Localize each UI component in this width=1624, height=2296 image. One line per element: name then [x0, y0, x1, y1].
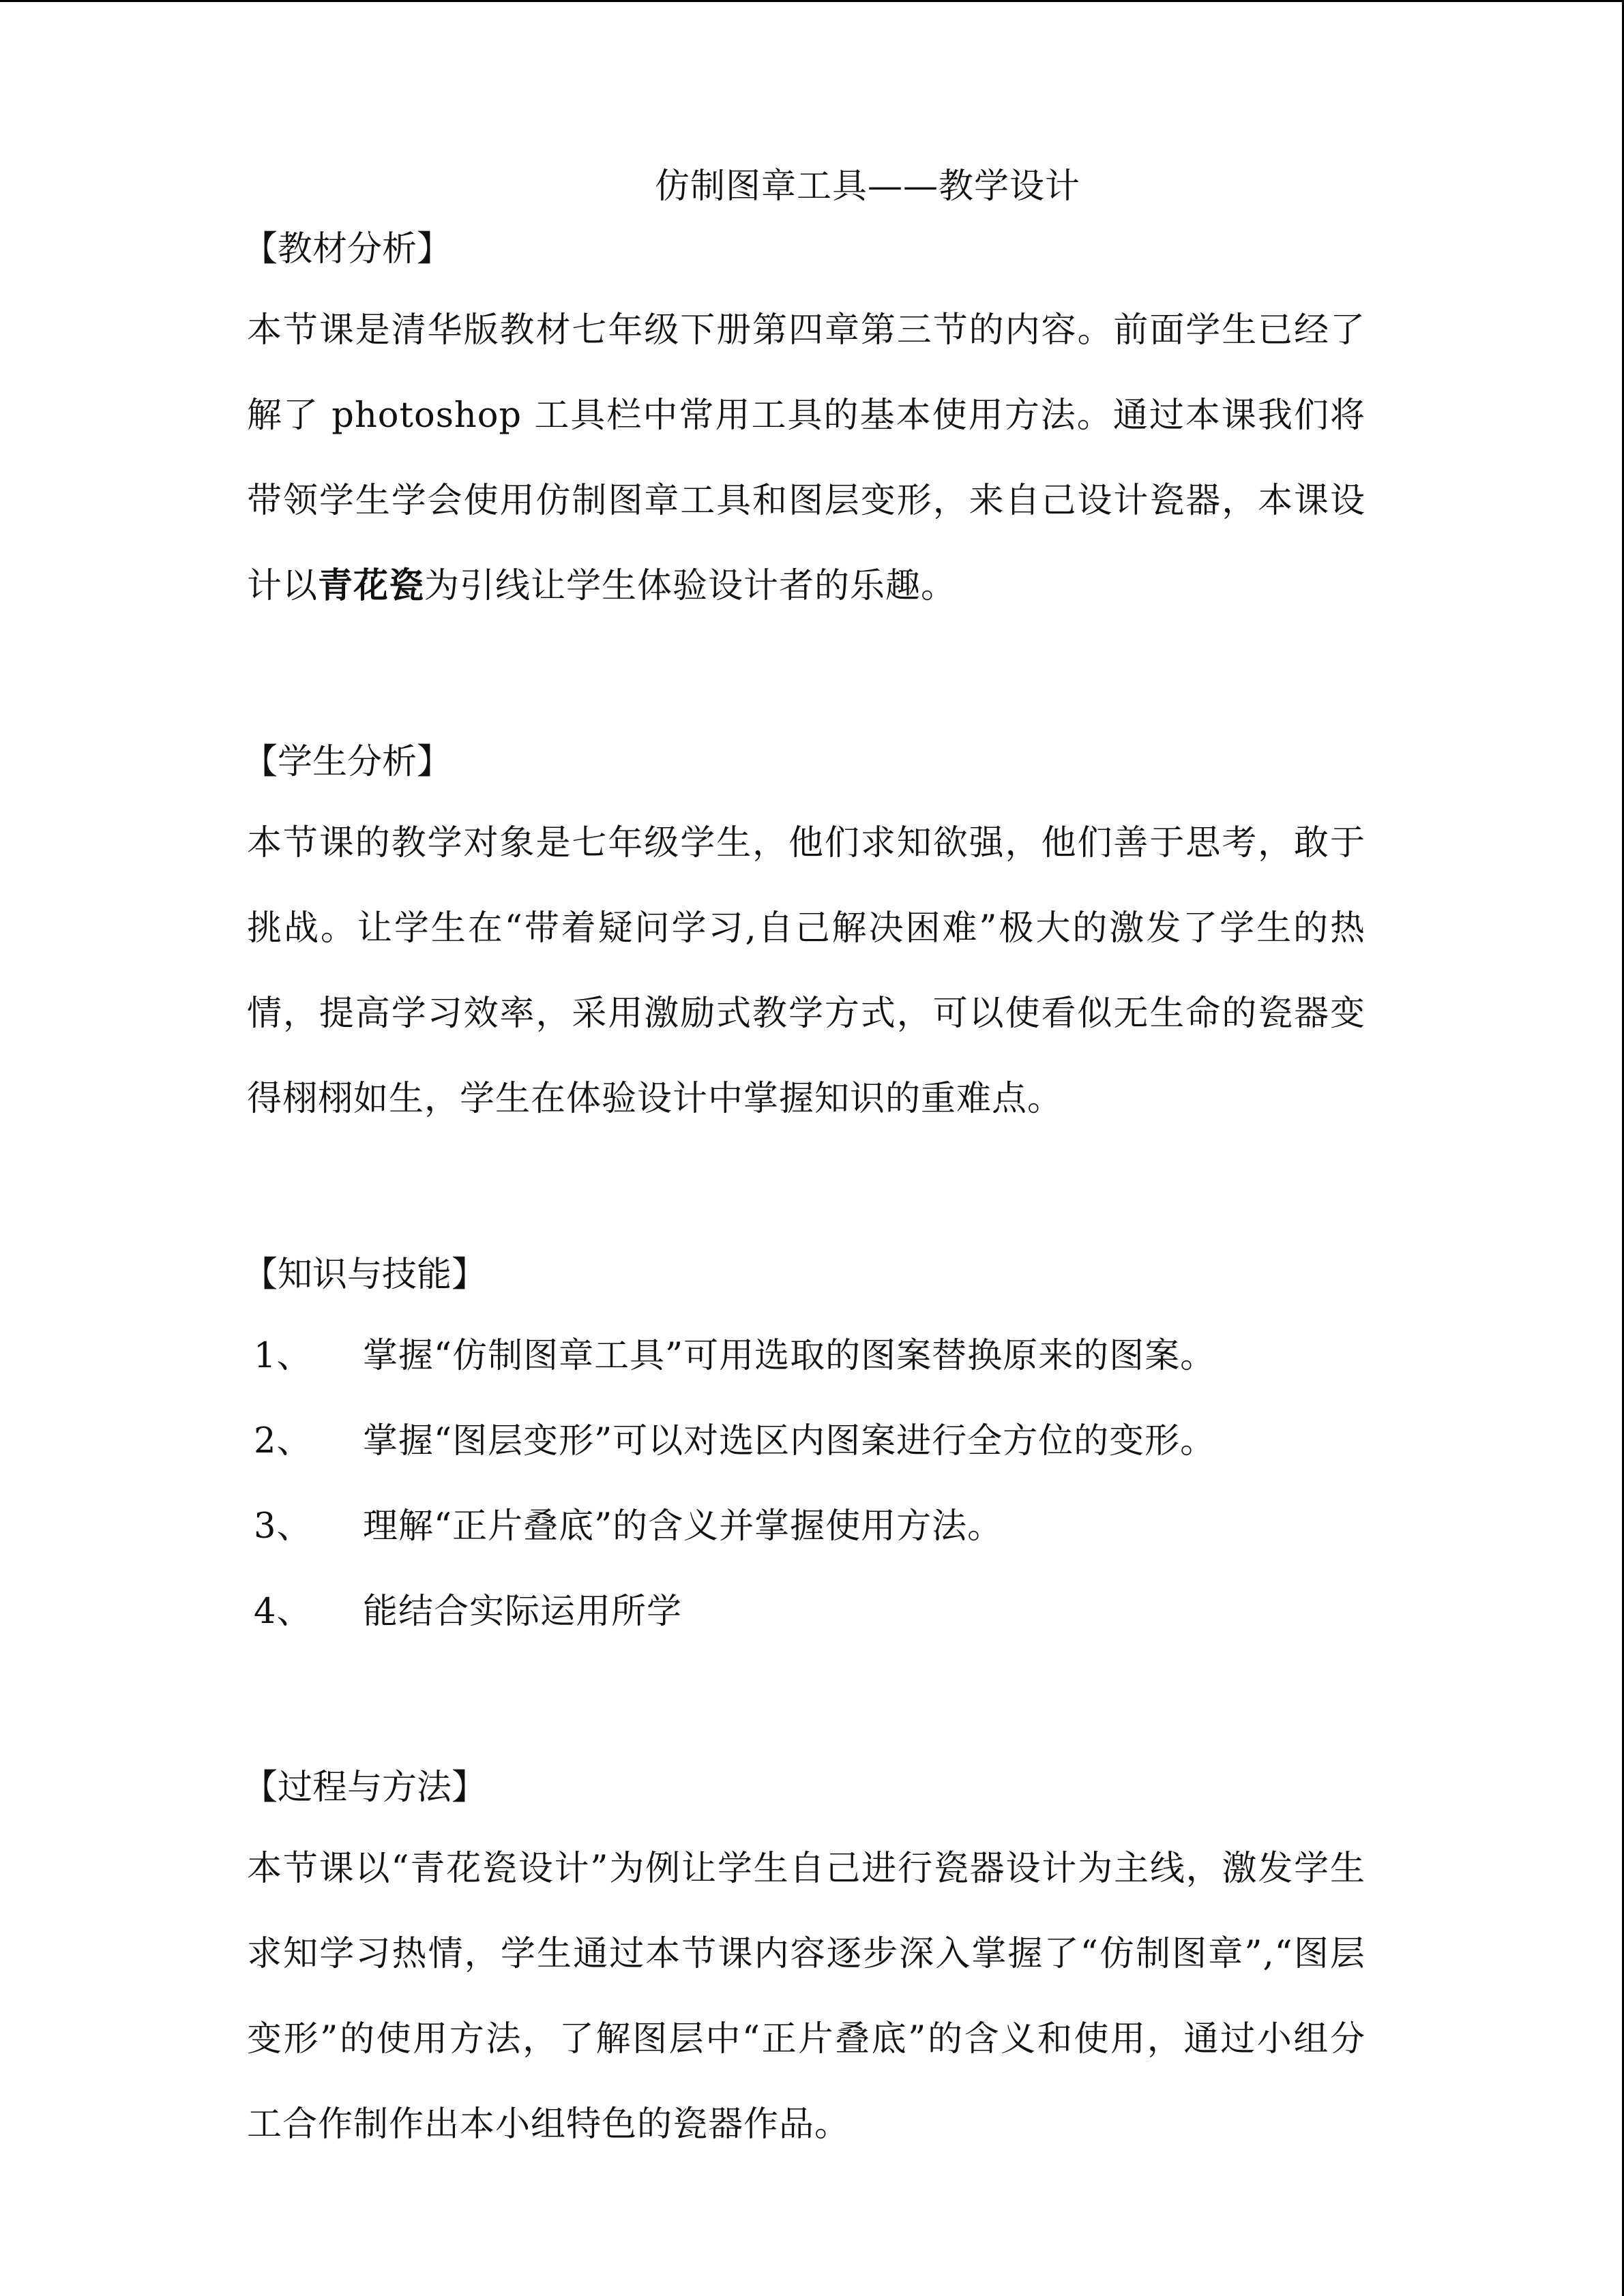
list-number: 1、 [254, 1336, 312, 1376]
section-student-analysis [243, 738, 1365, 1142]
list-text: 能结合实际运用所学 [363, 1592, 683, 1632]
paragraph: 本节课的教学对象是七年级学生，他们求知欲强，他们善于思考，敢于挑战。让学生在“带着疑问学习,自己解决困难”极大的激发了学生的热情，提高学习效率，采用激励式教学方式，可以使看似无生命的瓷器变得栩栩如生，学生在体验设计中掌握知识的重难点。 [247, 823, 1365, 1119]
paragraph-text: 为引线让学生体验设计者的乐趣。 [424, 566, 957, 606]
list-text: 掌握“仿制图章工具”可用选取的图案替换原来的图案。 [363, 1336, 1216, 1376]
section-materials-analysis [243, 225, 1365, 629]
paragraph [247, 288, 1365, 629]
emphasis-text: 青花瓷 [318, 565, 425, 606]
document-body [243, 162, 1365, 2167]
section-process-methods [243, 1763, 1365, 2167]
spacer [247, 1654, 1365, 1763]
list-number: 4、 [254, 1592, 312, 1632]
list-number: 2、 [254, 1421, 312, 1461]
section-knowledge-skills [243, 1251, 1365, 1654]
list-item [247, 1569, 1365, 1654]
list-text: 理解“正片叠底”的含义并掌握使用方法。 [363, 1506, 1003, 1547]
section-heading: 【知识与技能】 [243, 1255, 487, 1295]
paragraph-text: 本节课是清华版教材七年级下册第四章第三节的内容。前面学生已经了解了 photoshop 工具栏中常用工具的基本使用方法。通过本课我们将带领学生学会使用仿制图章工具和图层变形，来自己设计瓷器，本课设计以 [247, 310, 1365, 606]
top-border-line [0, 0, 1624, 2]
list-item [247, 1484, 1365, 1569]
section-heading: 【学生分析】 [243, 742, 452, 782]
list-number: 3、 [254, 1506, 312, 1547]
section-heading: 【过程与方法】 [243, 1768, 487, 1808]
spacer [247, 629, 1365, 738]
document-title: 仿制图章工具——教学设计 [654, 166, 1080, 207]
section-heading: 【教材分析】 [243, 229, 452, 269]
paragraph: 本节课以“青花瓷设计”为例让学生自己进行瓷器设计为主线，激发学生求知学习热情，学生通过本节课内容逐步深入掌握了“仿制图章”,“图层变形”的使用方法，了解图层中“正片叠底”的含义和使用，通过小组分工合作制作出本小组特色的瓷器作品。 [247, 1849, 1365, 2145]
list-item [247, 1313, 1365, 1399]
list-item [247, 1399, 1365, 1484]
spacer [247, 1142, 1365, 1251]
list-text: 掌握“图层变形”可以对选区内图案进行全方位的变形。 [363, 1421, 1216, 1461]
knowledge-list [247, 1313, 1365, 1654]
